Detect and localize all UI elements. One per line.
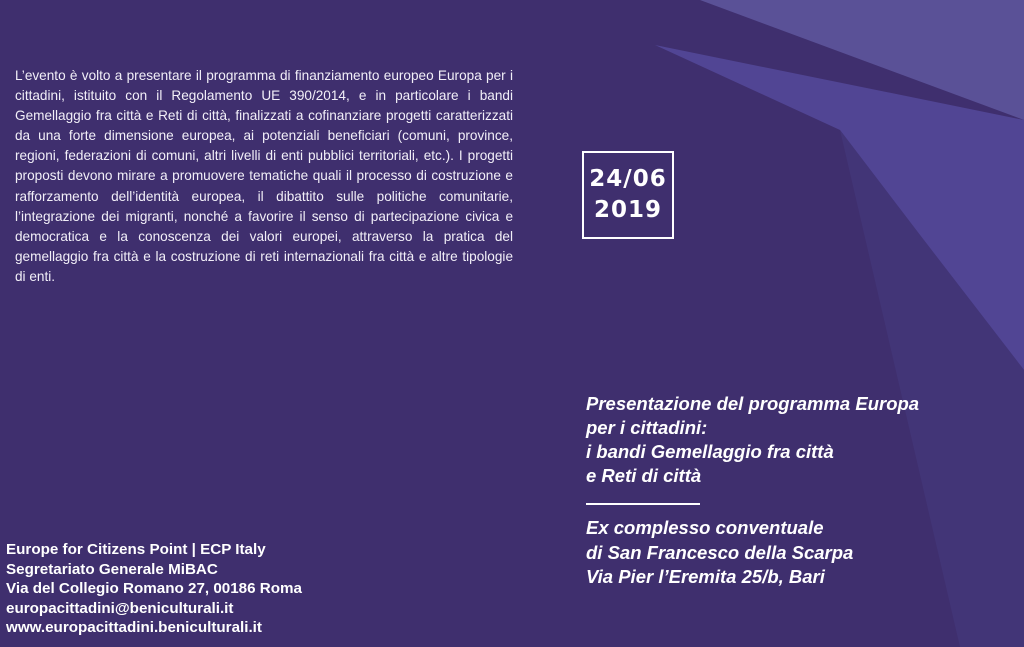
event-title xyxy=(586,392,1016,488)
event-date-day-month: 24/06 xyxy=(589,166,667,192)
contact-organization: Europe for Citizens Point | ECP Italy xyxy=(6,541,266,558)
event-venue-line: di San Francesco della Scarpa xyxy=(586,541,854,563)
event-date-box xyxy=(582,151,674,239)
event-date-year: 2019 xyxy=(593,197,662,223)
contact-address: Via del Collegio Romano 27, 00186 Roma xyxy=(6,580,302,597)
event-title-line: i bandi Gemellaggio fra città xyxy=(586,441,834,462)
event-description: L’evento è volto a presentare il programma di finanziamento europeo Europa per i cittadini, istituito con il Regolamento UE 390/2014, e in particolare i bandi Gemellaggio fra città e Reti di città, finalizzati a cofinanziare progetti caratterizzati da una forte dimensione europea, ai potenziali beneficiari (comuni, province, regioni, federazioni di comuni, altri livelli di enti pubblici territoriali, etc.). I progetti proposti devono mirare a promuovere tematiche quali il processo di costruzione e rafforzamento dell’identità europea, il dibattito sulle politiche comunitarie, l’integrazione dei migranti, nonché a favorire il senso di partecipazione civica e democratica e la conoscenza dei valori europei, attraverso la pratica del gemellaggio fra città e la costruzione di reti internazionali fra città e altre tipologie di enti. xyxy=(15,68,513,284)
event-venue-line: Via Pier l’Eremita 25/b, Bari xyxy=(586,566,825,587)
event-venue xyxy=(586,516,1016,590)
contact-department: Segretariato Generale MiBAC xyxy=(6,560,218,578)
contact-info xyxy=(6,540,406,638)
title-divider xyxy=(586,503,700,505)
event-title-line: e Reti di città xyxy=(586,465,702,486)
event-title-line: Presentazione del programma Europa xyxy=(586,393,920,414)
event-title-line: per i cittadini: xyxy=(586,417,708,438)
contact-email[interactable]: europacittadini@beniculturali.it xyxy=(6,599,234,617)
contact-website[interactable]: www.europacittadini.beniculturali.it xyxy=(6,619,262,636)
event-venue-line: Ex complesso conventuale xyxy=(586,517,824,538)
